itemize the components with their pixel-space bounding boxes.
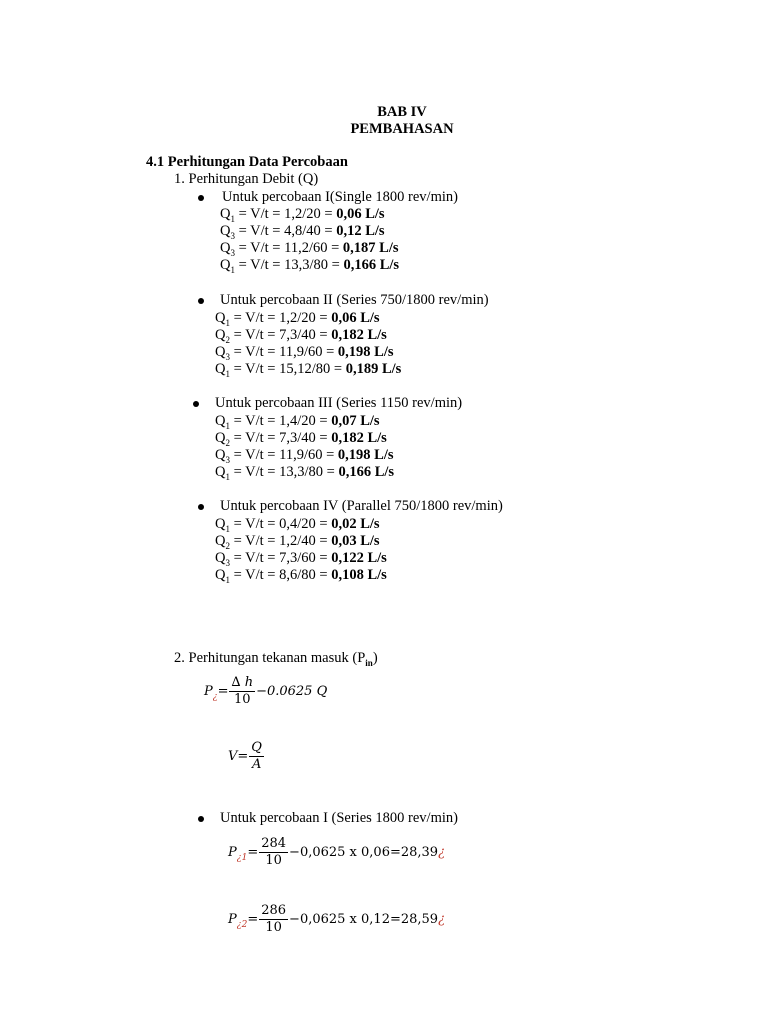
q-row: $Q_2 = V/t = 7,3/40 = 0,182$ L/s [215,327,387,345]
calc-p-in-1: $P_{¿1}=$ $\frac{284}{10}$ −0,0625 x 0,06=28,39¿ [228,836,446,868]
q-row: $Q_1 = V/t = 1,4/20 = 0,07$ L/s [215,413,380,431]
bullet-icon [198,816,204,822]
group-title: Untuk percobaan III (Series 1150 rev/min) [215,395,463,411]
q-row: $Q_3 = V/t = 11,9/60 = 0,198$ L/s [215,447,394,465]
bullet-icon [193,401,199,407]
q-row: $Q_1 = V/t = 1,2/20 = 0,06$ L/s [215,310,380,328]
formula-p-in: $P_¿=$ $\frac{\Delta h}{10}$ −0.0625 Q [204,675,328,707]
section-heading: 4.1 Perhitungan Data Percobaan [146,154,348,170]
q-row: $Q_3 = V/t = 7,3/60 = 0,122$ L/s [215,550,387,568]
q-row: $Q_2 = V/t = 1,2/40 = 0,03$ L/s [215,533,380,551]
bullet-icon [198,504,204,510]
q-row: $Q_1 = V/t = 1,2/20 = 0,06$ L/s [220,206,385,224]
calc-p-in-2: $P_{¿2}=$ $\frac{286}{10}$ −0,0625 x 0,12=28,59¿ [228,903,446,935]
q-row: $Q_2 = V/t = 7,3/40 = 0,182$ L/s [215,430,387,448]
item-1-heading: 1. Perhitungan Debit (Q) [174,171,319,187]
bullet-icon [198,195,204,201]
bullet-icon [198,298,204,304]
group-title: Untuk percobaan I (Series 1800 rev/min) [220,810,458,826]
formula-velocity: V= $\frac{Q}{A}$ [228,740,262,772]
q-row: $Q_1 = V/t = 8,6/80 = 0,108$ L/s [215,567,387,585]
chapter-number: BAB IV [377,104,427,120]
item-2-heading: 2. Perhitungan tekanan masuk $(P_{in})$ [174,650,378,668]
chapter-title: PEMBAHASAN [350,121,454,137]
group-title: Untuk percobaan IV (Parallel 750/1800 rev/min) [220,498,503,514]
q-row: $Q_3 = V/t = 4,8/40 = 0,12$ L/s [220,223,385,241]
q-row: $Q_1 = V/t = 0,4/20 = 0,02$ L/s [215,516,380,534]
q-row: $Q_1 = V/t = 13,3/80 = 0,166$ L/s [220,257,400,275]
group-title: Untuk percobaan I(Single 1800 rev/min) [222,189,458,205]
group-title: Untuk percobaan II (Series 750/1800 rev/min) [220,292,489,308]
q-row: $Q_3 = V/t = 11,9/60 = 0,198$ L/s [215,344,394,362]
q-row: $Q_1 = V/t = 15,12/80 = 0,189$ L/s [215,361,402,379]
q-row: $Q_3 = V/t = 11,2/60 = 0,187$ L/s [220,240,399,258]
q-row: $Q_1 = V/t = 13,3/80 = 0,166$ L/s [215,464,395,482]
